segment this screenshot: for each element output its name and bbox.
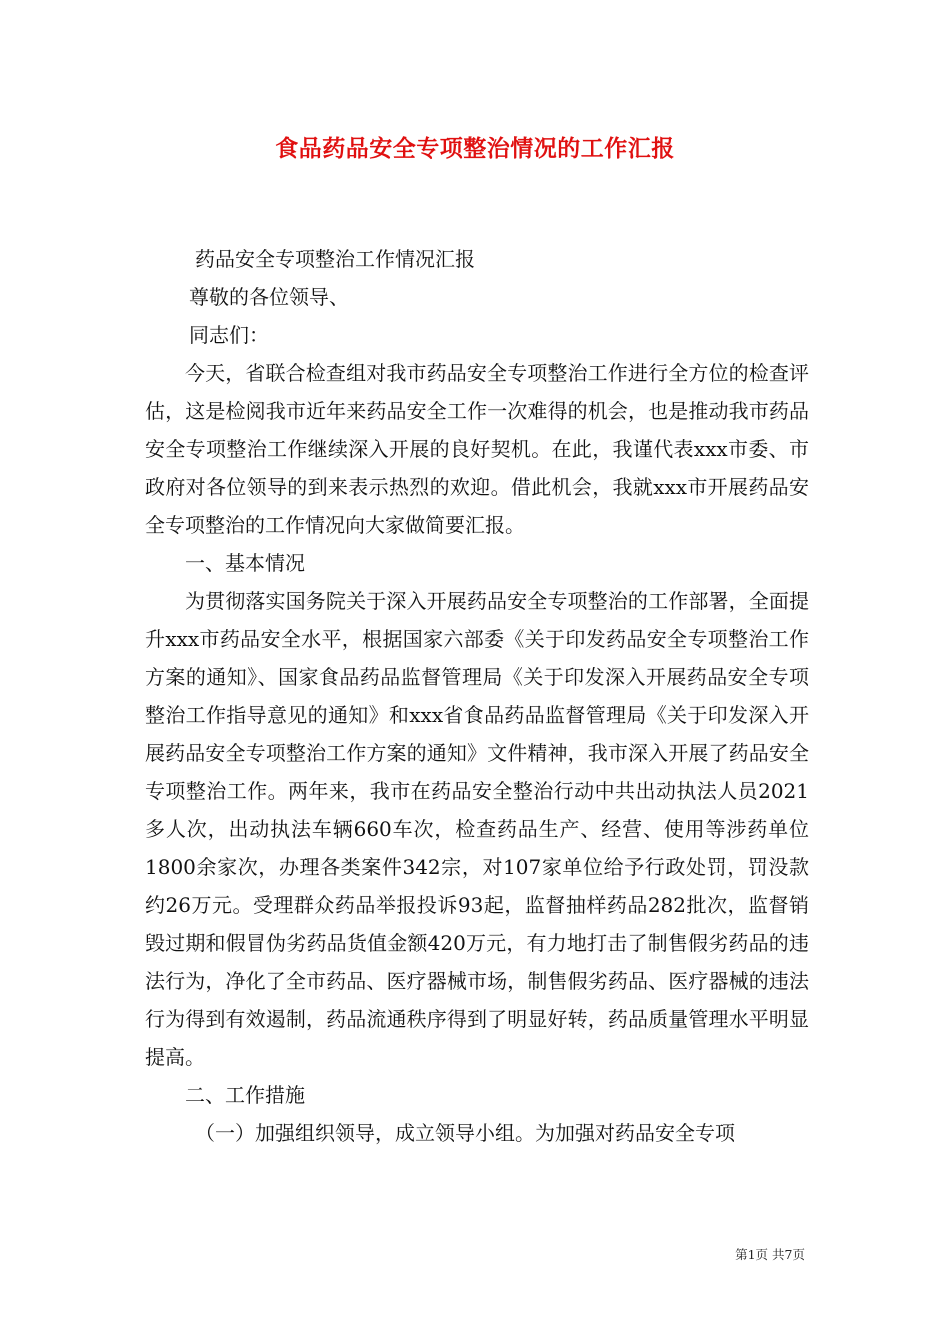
document-title: 食品药品安全专项整治情况的工作汇报 bbox=[275, 135, 675, 162]
body-paragraph: 今天，省联合检查组对我市药品安全专项整治工作进行全方位的检查评估，这是检阅我市近年来药品安全工作一次难得的机会，也是推动我市药品安全专项整治工作继续深入开展的良好契机。在此，我谨代表xxx市委、市政府对各位领导的到来表示热烈的欢迎。借此机会，我就xxx市开展药品安全专项整治的工作情况向大家做简要汇报。 bbox=[145, 361, 809, 537]
salutation-line: 同志们： bbox=[189, 323, 269, 347]
page-number-footer: 第1页 共7页 bbox=[735, 1247, 805, 1262]
document-body bbox=[145, 240, 809, 1152]
body-paragraph: 为贯彻落实国务院关于深入开展药品安全专项整治的工作部署，全面提升xxx市药品安全水平，根据国家六部委《关于印发药品安全专项整治工作方案的通知》、国家食品药品监督管理局《关于印发深入开展药品安全专项整治工作指导意见的通知》和xxx省食品药品监督管理局《关于印发深入开展药品安全专项整治工作方案的通知》文件精神，我市深入开展了药品安全专项整治工作。两年来，我市在药品安全整治行动中共出动执法人员2021多人次，出动执法车辆660车次，检查药品生产、经营、使用等涉药单位1800余家次，办理各类案件342宗，对107家单位给予行政处罚，罚没款约26万元。受理群众药品举报投诉93起，监督抽样药品282批次，监督销毁过期和假冒伪劣药品货值金额420万元，有力地打击了制售假劣药品的违法行为，净化了全市药品、医疗器械市场，制售假劣药品、医疗器械的违法行为得到有效遏制，药品流通秩序得到了明显好转，药品质量管理水平明显提高。 bbox=[145, 589, 809, 1069]
body-paragraph: （一）加强组织领导，成立领导小组。为加强对药品安全专项 bbox=[195, 1121, 735, 1145]
section-heading: 一、基本情况 bbox=[185, 551, 305, 575]
section-heading: 二、工作措施 bbox=[185, 1083, 305, 1107]
subtitle-paragraph: 药品安全专项整治工作情况汇报 bbox=[195, 247, 475, 271]
salutation-line: 尊敬的各位领导、 bbox=[189, 285, 349, 309]
